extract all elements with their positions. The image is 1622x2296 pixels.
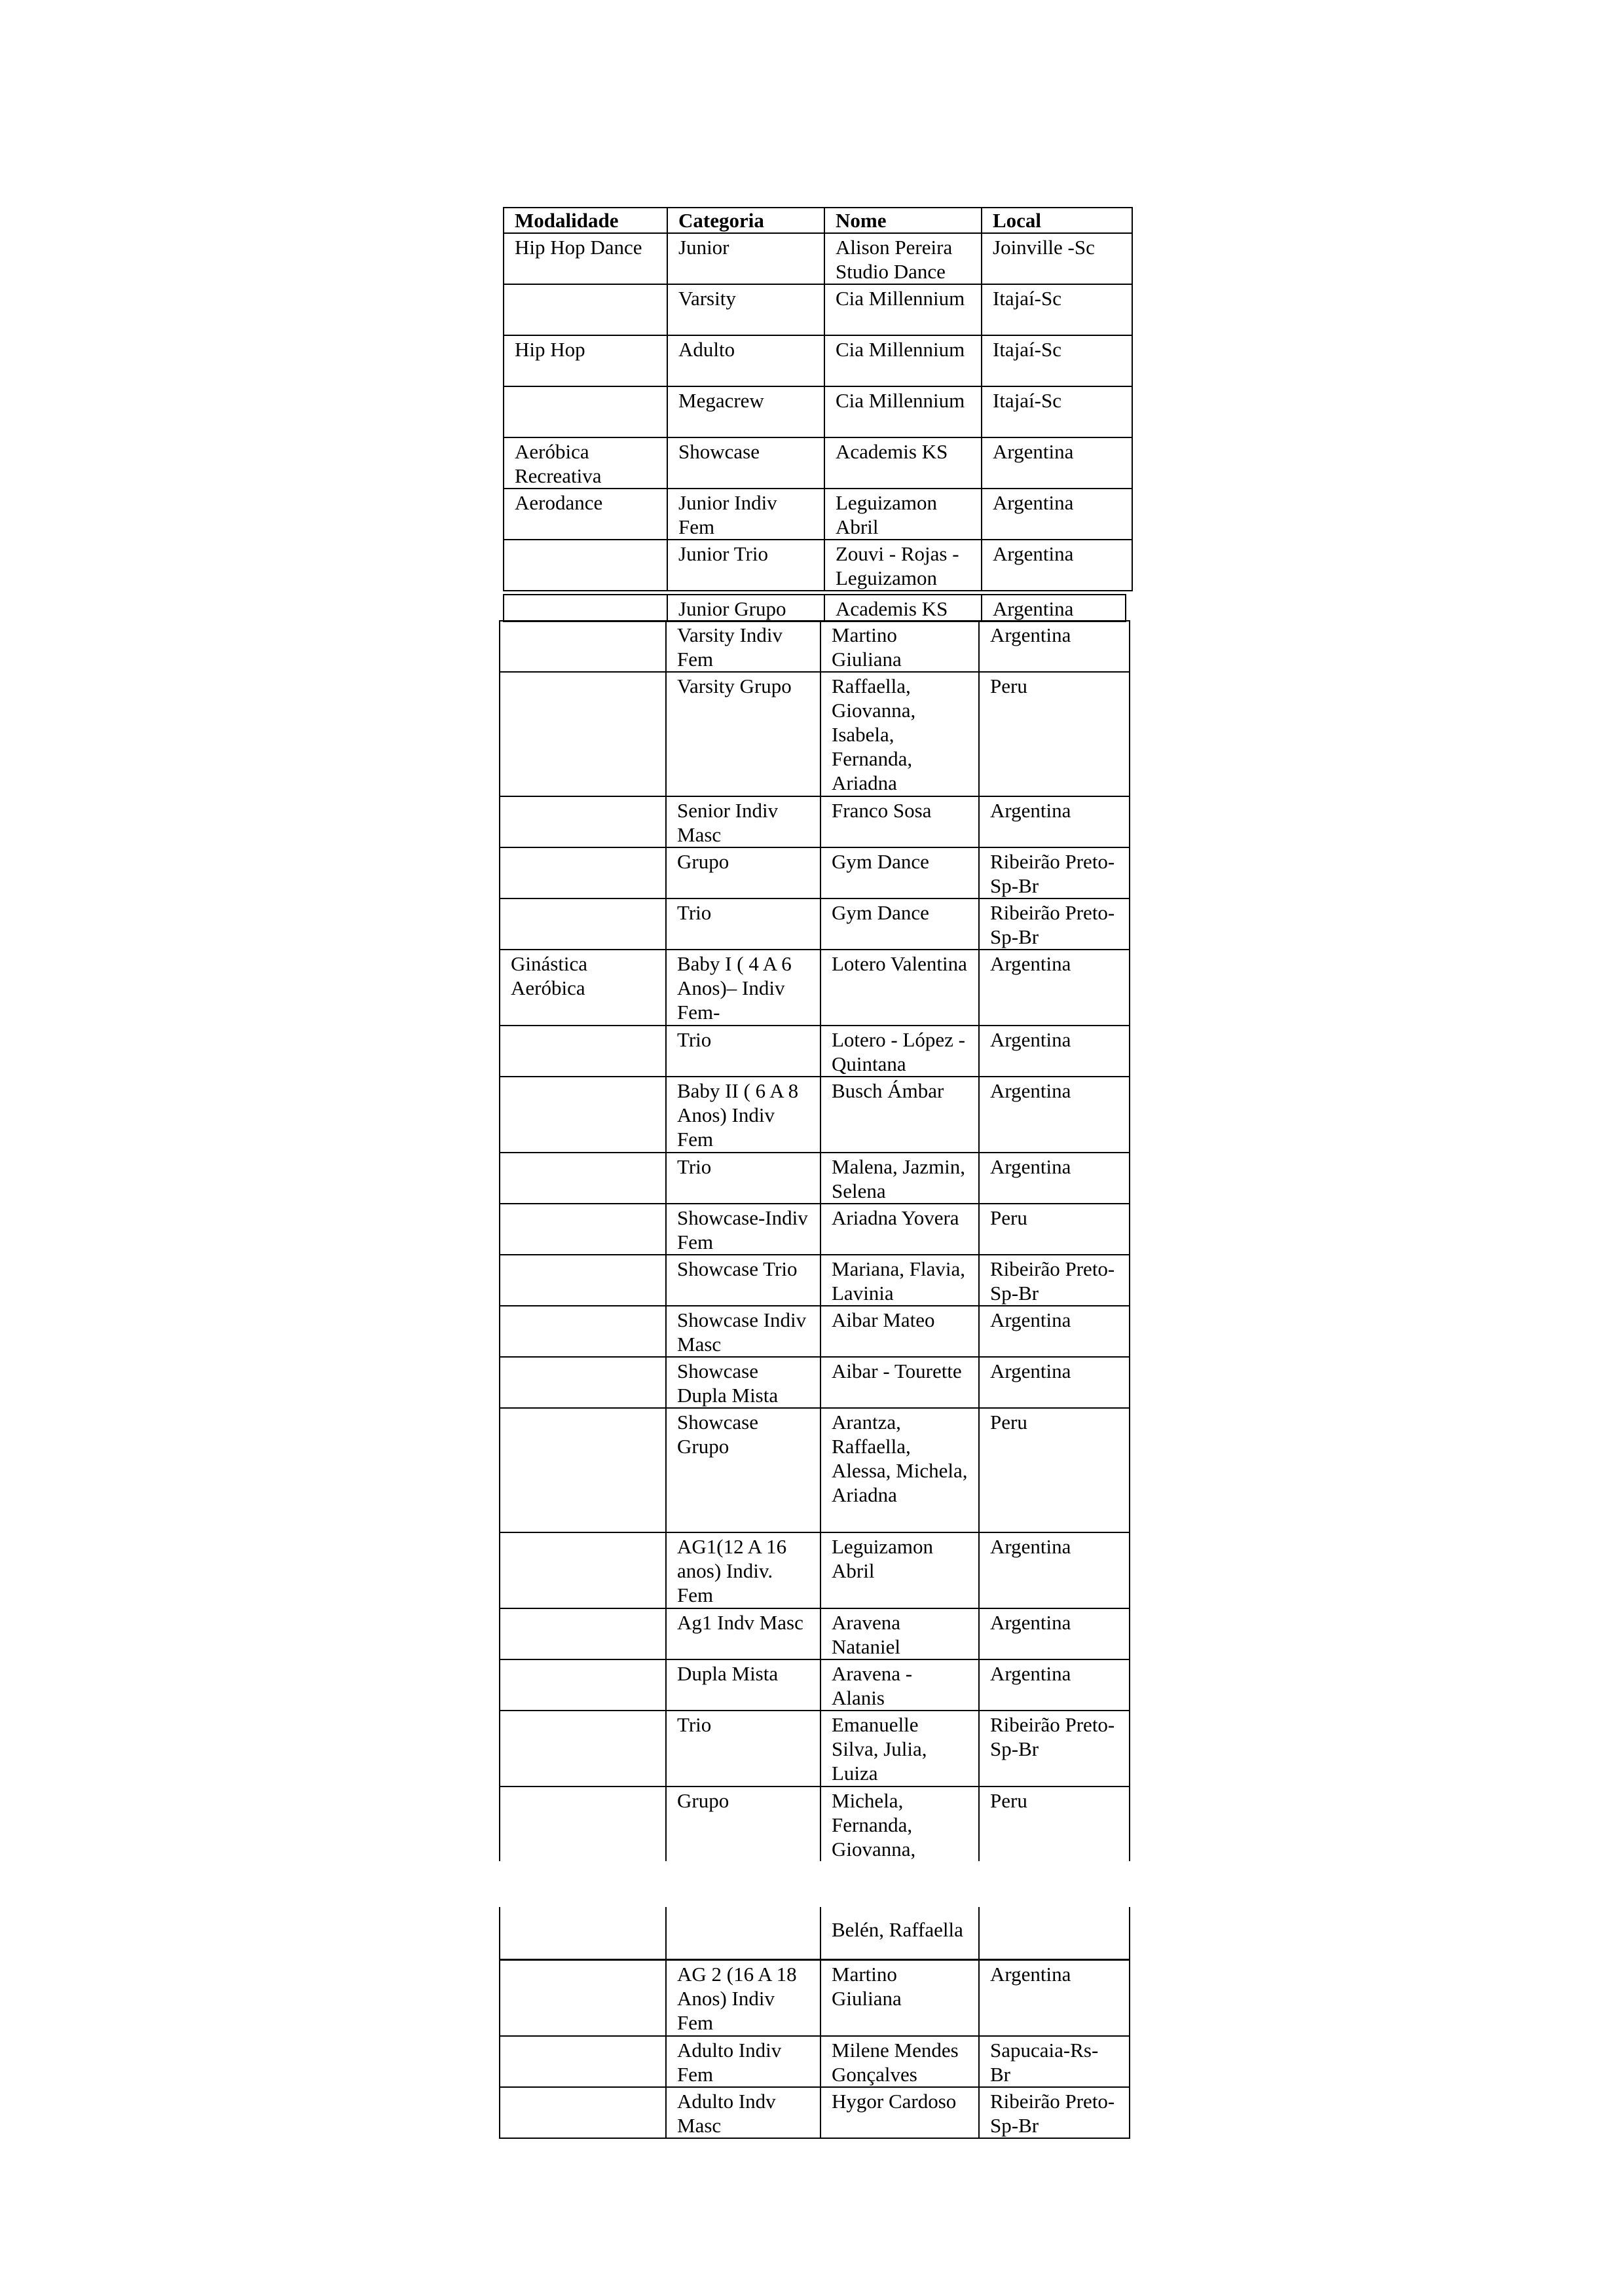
cell-local bbox=[979, 950, 1130, 1026]
cell-nome bbox=[820, 1711, 979, 1787]
categoria-text: Trio bbox=[677, 1155, 712, 1178]
table-row bbox=[504, 386, 1132, 437]
cell-nome bbox=[820, 1255, 979, 1306]
table-row bbox=[500, 1960, 1130, 2036]
cell-local bbox=[982, 386, 1132, 437]
cell-local bbox=[982, 540, 1132, 591]
local-text: Argentina bbox=[990, 1662, 1071, 1685]
cell-categoria bbox=[667, 489, 824, 540]
table-row bbox=[504, 437, 1132, 489]
nome-text: Aravena Nataniel bbox=[832, 1611, 901, 1658]
modalidade-text: Ginástica Aeróbica bbox=[511, 952, 588, 999]
table-segment-5 bbox=[499, 1959, 1130, 2139]
nome-text: Aravena - Alanis bbox=[832, 1662, 913, 1709]
categoria-text: Adulto Indv Masc bbox=[677, 2090, 776, 2137]
cell-nome bbox=[820, 796, 979, 847]
cell-categoria bbox=[666, 950, 820, 1026]
categoria-text: Adulto bbox=[678, 338, 735, 361]
table-row bbox=[500, 1026, 1130, 1077]
cell-categoria bbox=[666, 1787, 820, 1861]
cell-categoria bbox=[666, 1306, 820, 1357]
local-text: Ribeirão Preto-Sp-Br bbox=[990, 2090, 1115, 2137]
cell-categoria bbox=[666, 621, 820, 672]
local-text: Ribeirão Preto-Sp-Br bbox=[990, 850, 1115, 897]
cell-nome bbox=[820, 1026, 979, 1077]
cell-local bbox=[979, 1711, 1130, 1787]
results-table-continued bbox=[503, 594, 1126, 622]
local-text: Argentina bbox=[990, 1611, 1071, 1634]
cell-nome bbox=[820, 950, 979, 1026]
local-text: Itajaí-Sc bbox=[993, 287, 1062, 310]
table-row bbox=[500, 1357, 1130, 1408]
categoria-text: Showcase bbox=[678, 440, 760, 463]
table-header-row bbox=[504, 208, 1132, 233]
nome-text: Gym Dance bbox=[832, 901, 929, 924]
categoria-text: Senior Indiv Masc bbox=[677, 799, 779, 846]
cell-modalidade bbox=[500, 1711, 666, 1787]
cell-modalidade bbox=[500, 1204, 666, 1255]
table-row bbox=[500, 1204, 1130, 1255]
nome-text: Emanuelle Silva, Julia, Luiza bbox=[832, 1713, 927, 1785]
cell-categoria bbox=[666, 1960, 820, 2036]
table-row bbox=[500, 2087, 1130, 2138]
cell-modalidade bbox=[504, 386, 667, 437]
cell-nome bbox=[824, 595, 982, 621]
cell-nome bbox=[820, 1907, 979, 1959]
cell-modalidade bbox=[500, 1357, 666, 1408]
table-row bbox=[500, 950, 1130, 1026]
cell-nome bbox=[820, 2036, 979, 2087]
cell-categoria bbox=[666, 1204, 820, 1255]
cell-categoria bbox=[666, 796, 820, 847]
table-row bbox=[500, 1153, 1130, 1204]
table-row bbox=[504, 489, 1132, 540]
categoria-text: Dupla Mista bbox=[677, 1662, 779, 1685]
cell-modalidade bbox=[500, 1077, 666, 1153]
table-row bbox=[500, 2036, 1130, 2087]
cell-nome bbox=[820, 1960, 979, 2036]
cell-modalidade bbox=[500, 1255, 666, 1306]
cell-local bbox=[979, 1608, 1130, 1659]
table-row bbox=[500, 796, 1130, 847]
table-segment-2 bbox=[503, 594, 1126, 622]
nome-text: Michela, Fernanda, Giovanna, bbox=[832, 1789, 916, 1861]
table-row bbox=[500, 1711, 1130, 1787]
nome-text: Alison Pereira Studio Dance bbox=[836, 236, 953, 283]
cell-modalidade bbox=[500, 950, 666, 1026]
cell-local bbox=[979, 1026, 1130, 1077]
categoria-text: Trio bbox=[677, 1028, 712, 1051]
cell-categoria bbox=[667, 386, 824, 437]
cell-local bbox=[979, 621, 1130, 672]
categoria-text: Showcase Trio bbox=[677, 1257, 798, 1280]
nome-text: Belén, Raffaella bbox=[832, 1918, 963, 1941]
cell-modalidade bbox=[500, 1306, 666, 1357]
cell-modalidade bbox=[500, 2036, 666, 2087]
cell-categoria bbox=[667, 595, 824, 621]
table-row bbox=[500, 1306, 1130, 1357]
cell-modalidade bbox=[500, 1408, 666, 1532]
nome-text: Raffaella, Giovanna, Isabela, Fernanda, Ariadna bbox=[832, 675, 916, 794]
nome-text: Martino Giuliana bbox=[832, 1963, 902, 2010]
categoria-text: Showcase-Indiv Fem bbox=[677, 1206, 808, 1253]
local-text: Itajaí-Sc bbox=[993, 338, 1062, 361]
cell-categoria bbox=[666, 1408, 820, 1532]
cell-local bbox=[979, 1532, 1130, 1608]
cell-nome bbox=[820, 621, 979, 672]
cell-local bbox=[979, 1306, 1130, 1357]
nome-text: Leguizamon Abril bbox=[836, 491, 937, 538]
table-row bbox=[500, 1255, 1130, 1306]
cell-modalidade bbox=[504, 335, 667, 386]
cell-categoria bbox=[666, 1026, 820, 1077]
local-text: Argentina bbox=[990, 623, 1071, 646]
local-text: Ribeirão Preto-Sp-Br bbox=[990, 1257, 1115, 1305]
cell-nome bbox=[820, 1608, 979, 1659]
local-text: Argentina bbox=[990, 1079, 1071, 1102]
cell-local bbox=[982, 233, 1132, 284]
header-local: Local bbox=[982, 208, 1132, 233]
cell-modalidade bbox=[504, 489, 667, 540]
cell-nome bbox=[820, 672, 979, 796]
modalidade-text: Aeróbica Recreativa bbox=[515, 440, 602, 487]
cell-modalidade bbox=[500, 1659, 666, 1711]
cell-nome bbox=[820, 1204, 979, 1255]
nome-text: Franco Sosa bbox=[832, 799, 932, 822]
cell-local bbox=[979, 2087, 1130, 2138]
cell-categoria bbox=[667, 335, 824, 386]
categoria-text: Varsity Grupo bbox=[677, 675, 792, 697]
cell-nome bbox=[824, 437, 982, 489]
cell-modalidade bbox=[504, 540, 667, 591]
cell-local bbox=[982, 595, 1126, 621]
cell-local bbox=[979, 1907, 1130, 1959]
cell-categoria bbox=[666, 898, 820, 950]
local-text: Argentina bbox=[990, 952, 1071, 975]
local-text: Argentina bbox=[990, 1535, 1071, 1558]
local-text: Peru bbox=[990, 675, 1027, 697]
local-text: Argentina bbox=[990, 1155, 1071, 1178]
nome-text: Cia Millennium bbox=[836, 287, 965, 310]
table-row bbox=[500, 898, 1130, 950]
nome-text: Aibar Mateo bbox=[832, 1308, 935, 1331]
local-text: Ribeirão Preto-Sp-Br bbox=[990, 1713, 1115, 1760]
table-row bbox=[500, 1787, 1130, 1861]
cell-modalidade bbox=[500, 1960, 666, 2036]
cell-categoria bbox=[666, 1255, 820, 1306]
table-row bbox=[500, 1608, 1130, 1659]
cell-categoria bbox=[667, 540, 824, 591]
cell-categoria bbox=[666, 672, 820, 796]
cell-categoria bbox=[666, 2087, 820, 2138]
table-row bbox=[504, 233, 1132, 284]
cell-categoria bbox=[666, 1153, 820, 1204]
local-text: Itajaí-Sc bbox=[993, 389, 1062, 412]
local-text: Argentina bbox=[990, 1360, 1071, 1382]
cell-modalidade bbox=[500, 1026, 666, 1077]
cell-nome bbox=[820, 1306, 979, 1357]
cell-categoria bbox=[666, 1608, 820, 1659]
table-row bbox=[500, 1907, 1130, 1959]
cell-modalidade bbox=[500, 672, 666, 796]
categoria-text: Junior Trio bbox=[678, 542, 768, 565]
cell-nome bbox=[820, 898, 979, 950]
cell-modalidade bbox=[504, 437, 667, 489]
nome-text: Cia Millennium bbox=[836, 338, 965, 361]
cell-nome bbox=[824, 489, 982, 540]
local-text: Peru bbox=[990, 1411, 1027, 1434]
results-table-continued bbox=[499, 1907, 1130, 1960]
local-text: Argentina bbox=[990, 799, 1071, 822]
local-text: Argentina bbox=[993, 597, 1074, 620]
local-text: Argentina bbox=[990, 1963, 1071, 1986]
cell-modalidade bbox=[500, 1532, 666, 1608]
nome-text: Cia Millennium bbox=[836, 389, 965, 412]
table-row bbox=[500, 1532, 1130, 1608]
categoria-text: AG 2 (16 A 18 Anos) Indiv Fem bbox=[677, 1963, 797, 2034]
cell-local bbox=[979, 1357, 1130, 1408]
cell-local bbox=[979, 1077, 1130, 1153]
cell-categoria bbox=[666, 1711, 820, 1787]
cell-categoria bbox=[666, 1532, 820, 1608]
cell-modalidade bbox=[500, 1153, 666, 1204]
table-row bbox=[504, 540, 1132, 591]
local-text: Ribeirão Preto-Sp-Br bbox=[990, 901, 1115, 948]
cell-nome bbox=[824, 335, 982, 386]
nome-text: Lotero - López - Quintana bbox=[832, 1028, 965, 1075]
header-categoria: Categoria bbox=[667, 208, 824, 233]
nome-text: Gym Dance bbox=[832, 850, 929, 873]
cell-nome bbox=[820, 2087, 979, 2138]
categoria-text: Junior Grupo bbox=[678, 597, 786, 620]
nome-text: Martino Giuliana bbox=[832, 623, 902, 671]
cell-nome bbox=[820, 1408, 979, 1532]
cell-local bbox=[979, 898, 1130, 950]
modalidade-text: Hip Hop Dance bbox=[515, 236, 642, 259]
cell-categoria bbox=[667, 284, 824, 335]
cell-local bbox=[979, 1255, 1130, 1306]
local-text: Joinville -Sc bbox=[993, 236, 1095, 259]
modalidade-text: Hip Hop bbox=[515, 338, 585, 361]
cell-nome bbox=[824, 284, 982, 335]
nome-text: Malena, Jazmin, Selena bbox=[832, 1155, 966, 1202]
cell-local bbox=[979, 1153, 1130, 1204]
table-segment-3 bbox=[499, 620, 1130, 1861]
categoria-text: Baby II ( 6 A 8 Anos) Indiv Fem bbox=[677, 1079, 799, 1151]
cell-local bbox=[979, 1960, 1130, 2036]
categoria-text: Grupo bbox=[677, 850, 729, 873]
nome-text: Arantza, Raffaella, Alessa, Michela, Ariadna bbox=[832, 1411, 968, 1506]
nome-text: Mariana, Flavia, Lavinia bbox=[832, 1257, 966, 1305]
cell-categoria bbox=[666, 2036, 820, 2087]
cell-categoria bbox=[666, 1077, 820, 1153]
table-row bbox=[504, 335, 1132, 386]
nome-text: Zouvi - Rojas - Leguizamon bbox=[836, 542, 959, 589]
cell-modalidade bbox=[504, 233, 667, 284]
cell-modalidade bbox=[500, 1907, 666, 1959]
categoria-text: Baby I ( 4 A 6 Anos)– Indiv Fem- bbox=[677, 952, 792, 1024]
cell-local bbox=[979, 1408, 1130, 1532]
results-table bbox=[503, 207, 1133, 591]
categoria-text: Grupo bbox=[677, 1789, 729, 1812]
cell-nome bbox=[820, 847, 979, 898]
cell-local bbox=[982, 437, 1132, 489]
table-row bbox=[500, 847, 1130, 898]
cell-modalidade bbox=[504, 284, 667, 335]
cell-local bbox=[979, 2036, 1130, 2087]
cell-modalidade bbox=[500, 898, 666, 950]
modalidade-text: Aerodance bbox=[515, 491, 603, 514]
cell-nome bbox=[820, 1357, 979, 1408]
cell-nome bbox=[824, 233, 982, 284]
cell-modalidade bbox=[500, 2087, 666, 2138]
local-text: Argentina bbox=[993, 491, 1074, 514]
header-modalidade: Modalidade bbox=[504, 208, 667, 233]
categoria-text: Trio bbox=[677, 1713, 712, 1736]
categoria-text: Showcase Dupla Mista bbox=[677, 1360, 779, 1407]
categoria-text: Varsity Indiv Fem bbox=[677, 623, 783, 671]
results-table-continued bbox=[499, 620, 1130, 1861]
table-row bbox=[500, 1077, 1130, 1153]
categoria-text: Varsity bbox=[678, 287, 736, 310]
table-row bbox=[500, 621, 1130, 672]
cell-nome bbox=[820, 1077, 979, 1153]
cell-nome bbox=[824, 540, 982, 591]
cell-categoria bbox=[666, 1357, 820, 1408]
categoria-text: Ag1 Indv Masc bbox=[677, 1611, 803, 1634]
cell-nome bbox=[824, 386, 982, 437]
cell-local bbox=[979, 847, 1130, 898]
results-table-continued bbox=[499, 1959, 1130, 2139]
cell-categoria bbox=[666, 847, 820, 898]
cell-modalidade bbox=[500, 1608, 666, 1659]
table-row bbox=[504, 284, 1132, 335]
cell-modalidade bbox=[500, 796, 666, 847]
local-text: Peru bbox=[990, 1789, 1027, 1812]
nome-text: Academis KS bbox=[836, 440, 948, 463]
cell-local bbox=[982, 284, 1132, 335]
local-text: Argentina bbox=[993, 542, 1074, 565]
cell-local bbox=[982, 335, 1132, 386]
categoria-text: Megacrew bbox=[678, 389, 764, 412]
categoria-text: AG1(12 A 16 anos) Indiv. Fem bbox=[677, 1535, 787, 1606]
local-text: Argentina bbox=[990, 1028, 1071, 1051]
cell-categoria bbox=[667, 437, 824, 489]
nome-text: Lotero Valentina bbox=[832, 952, 967, 975]
local-text: Argentina bbox=[993, 440, 1074, 463]
table-segment-4 bbox=[499, 1907, 1130, 1960]
categoria-text: Junior Indiv Fem bbox=[678, 491, 777, 538]
cell-nome bbox=[820, 1532, 979, 1608]
categoria-text: Showcase Grupo bbox=[677, 1411, 758, 1458]
categoria-text: Junior bbox=[678, 236, 729, 259]
cell-modalidade bbox=[500, 847, 666, 898]
cell-local bbox=[979, 1659, 1130, 1711]
cell-nome bbox=[820, 1787, 979, 1861]
cell-nome bbox=[820, 1659, 979, 1711]
categoria-text: Trio bbox=[677, 901, 712, 924]
cell-categoria bbox=[667, 233, 824, 284]
cell-local bbox=[979, 796, 1130, 847]
local-text: Argentina bbox=[990, 1308, 1071, 1331]
cell-local bbox=[979, 1787, 1130, 1861]
table-row bbox=[500, 672, 1130, 796]
nome-text: Busch Ámbar bbox=[832, 1079, 944, 1102]
table-segment-1 bbox=[503, 207, 1133, 591]
nome-text: Milene Mendes Gonçalves bbox=[832, 2039, 959, 2086]
cell-local bbox=[979, 672, 1130, 796]
categoria-text: Showcase Indiv Masc bbox=[677, 1308, 807, 1356]
cell-local bbox=[982, 489, 1132, 540]
categoria-text: Adulto Indiv Fem bbox=[677, 2039, 782, 2086]
nome-text: Hygor Cardoso bbox=[832, 2090, 957, 2113]
table-row bbox=[500, 1408, 1130, 1532]
header-nome: Nome bbox=[824, 208, 982, 233]
nome-text: Academis KS bbox=[836, 597, 948, 620]
cell-local bbox=[979, 1204, 1130, 1255]
table-row bbox=[500, 1659, 1130, 1711]
table-row bbox=[504, 595, 1126, 621]
cell-modalidade bbox=[500, 621, 666, 672]
cell-categoria bbox=[666, 1659, 820, 1711]
local-text: Sapucaia-Rs-Br bbox=[990, 2039, 1099, 2086]
cell-nome bbox=[820, 1153, 979, 1204]
nome-text: Leguizamon Abril bbox=[832, 1535, 933, 1582]
nome-text: Ariadna Yovera bbox=[832, 1206, 959, 1229]
cell-modalidade bbox=[500, 1787, 666, 1861]
cell-modalidade bbox=[504, 595, 667, 621]
nome-text: Aibar - Tourette bbox=[832, 1360, 962, 1382]
local-text: Peru bbox=[990, 1206, 1027, 1229]
cell-categoria bbox=[666, 1907, 820, 1959]
